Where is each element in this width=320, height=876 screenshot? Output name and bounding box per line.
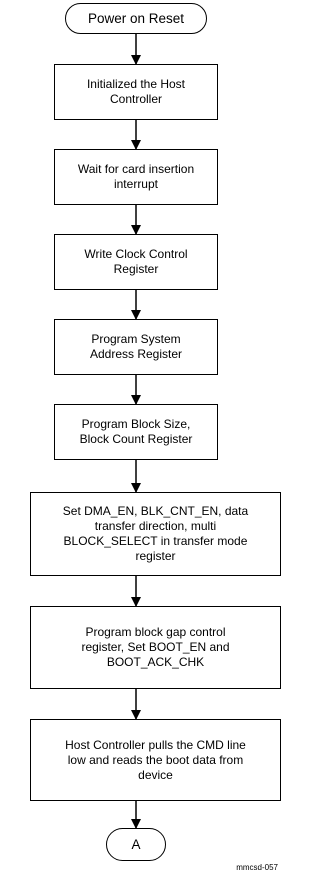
step-label: Program System Address Register <box>89 332 183 361</box>
step-label: Set DMA_EN, BLK_CNT_EN, data transfer direction, multi BLOCK_SELECT in transfer mode register <box>62 504 249 563</box>
step-label: Initialized the Host Controller <box>86 77 186 106</box>
step-label: Program Block Size, Block Count Register <box>79 417 193 446</box>
step-wait-card-insertion <box>54 149 218 205</box>
step-label: Host Controller pulls the CMD line low and reads the boot data from device <box>65 737 246 782</box>
step-program-block-size <box>54 404 218 460</box>
step-label: Write Clock Control Register <box>84 247 188 276</box>
connector-label: A <box>131 837 141 852</box>
step-init-host-controller <box>54 64 218 120</box>
connector-a <box>106 828 166 861</box>
step-program-system-address <box>54 319 218 375</box>
figure-id: mmcsd-057 <box>236 863 278 872</box>
step-set-transfer-mode <box>30 492 281 576</box>
step-write-clock-control <box>54 234 218 290</box>
step-program-block-gap <box>30 606 281 689</box>
step-label: Program block gap control register, Set BOOT_EN and BOOT_ACK_CHK <box>81 625 230 669</box>
start-label: Power on Reset <box>87 11 185 26</box>
step-label: Wait for card insertion interrupt <box>77 162 195 191</box>
start-terminator <box>65 3 207 34</box>
step-read-boot-data <box>30 719 281 801</box>
